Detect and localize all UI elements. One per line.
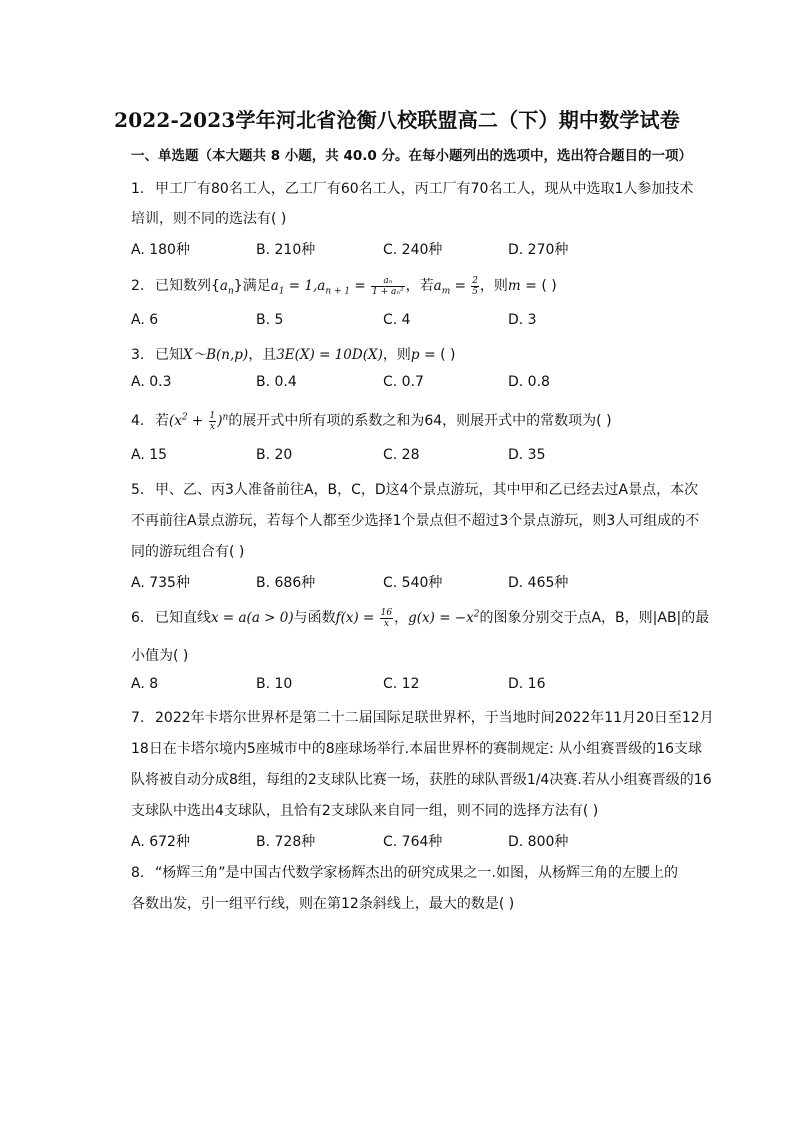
q5-option-d: D. 465种 bbox=[508, 575, 569, 591]
q2-option-a: A. 6 bbox=[131, 312, 159, 328]
q1-option-a: A. 180种 bbox=[131, 242, 190, 258]
math-expression: 3E(X) = 10D(X) bbox=[276, 347, 383, 363]
question-number: 8. bbox=[131, 865, 145, 881]
question-5 bbox=[131, 479, 698, 499]
math-sup: 2 bbox=[181, 412, 188, 423]
q4-option-d: D. 35 bbox=[508, 447, 546, 463]
question-5-line-3: 同的游玩组合有( ) bbox=[131, 544, 245, 560]
question-text: 甲工厂有80名工人，乙工厂有60名工人，丙工厂有70名工人，现从中选取1人参加技术 bbox=[155, 181, 694, 197]
question-7-line-3: 队将被自动分成8组，每组的2支球队比赛一场，获胜的球队晋级1/4决赛.若从小组赛晋级的16 bbox=[131, 772, 712, 788]
q1-option-b: B. 210种 bbox=[256, 242, 316, 258]
q7-option-c: C. 764种 bbox=[383, 834, 443, 850]
math-sub: n bbox=[227, 286, 234, 297]
math-expression: f(x) = bbox=[335, 610, 379, 626]
math-sup: 2 bbox=[473, 609, 480, 620]
math-var: a bbox=[433, 278, 442, 294]
math-sub: m bbox=[441, 286, 451, 297]
math-text: = bbox=[450, 278, 471, 294]
question-1-line-2: 培训，则不同的选法有( ) bbox=[131, 211, 287, 227]
q7-option-d: D. 800种 bbox=[508, 834, 569, 850]
math-expression: (x bbox=[169, 413, 182, 429]
question-text: = ( ) bbox=[419, 347, 456, 363]
math-var: a bbox=[270, 278, 279, 294]
q3-option-c: C. 0.7 bbox=[383, 374, 424, 390]
question-number: 7. bbox=[131, 710, 145, 726]
q4-option-c: C. 28 bbox=[383, 447, 420, 463]
question-8-line-2: 各数出发，引一组平行线，则在第12条斜线上，最大的数是( ) bbox=[131, 896, 515, 912]
q3-option-d: D. 0.8 bbox=[508, 374, 550, 390]
fraction-denominator: 5 bbox=[472, 286, 478, 297]
fraction bbox=[209, 411, 217, 432]
q7-option-b: B. 728种 bbox=[256, 834, 316, 850]
fraction-numerator: 1 bbox=[209, 410, 216, 421]
fraction-denominator: x bbox=[383, 618, 389, 629]
fraction bbox=[371, 276, 405, 297]
question-text: 已知 bbox=[155, 347, 183, 363]
math-text: + bbox=[187, 413, 208, 429]
fraction-denominator: 1 + aₙ² bbox=[372, 286, 404, 297]
math-var: a bbox=[219, 278, 228, 294]
question-text: 与函数 bbox=[293, 610, 336, 626]
math-var: p bbox=[410, 347, 420, 363]
q5-option-a: A. 735种 bbox=[131, 575, 190, 591]
question-5-line-2: 不再前往A景点游玩，若每个人都至少选择1个景点但不超过3个景点游玩，则3人可组成的不 bbox=[131, 513, 700, 529]
math-expression: x = a(a > 0) bbox=[211, 610, 294, 626]
exam-title: 2022-2023学年河北省沧衡八校联盟高二（下）期中数学试卷 bbox=[114, 108, 680, 132]
question-number: 1. bbox=[131, 181, 145, 197]
question-text: 的图象分别交于点A，B，则|AB|的最 bbox=[479, 610, 710, 626]
question-number: 6. bbox=[131, 610, 145, 626]
question-text: 已知数列{ bbox=[155, 278, 220, 294]
math-var: a bbox=[317, 278, 326, 294]
q2-option-b: B. 5 bbox=[256, 312, 284, 328]
math-text: ) bbox=[217, 413, 223, 429]
math-sup: n bbox=[222, 412, 229, 423]
math-expression: g(x) = −x bbox=[408, 610, 474, 626]
question-text: “杨辉三角”是中国古代数学家杨辉杰出的研究成果之一.如图，从杨辉三角的左腰上的 bbox=[155, 865, 678, 881]
question-text: ，则 bbox=[382, 347, 411, 363]
question-text: = ( ) bbox=[520, 278, 557, 294]
question-6-line-2: 小值为( ) bbox=[131, 648, 189, 664]
section-heading: 一、单选题（本大题共 8 小题，共 40.0 分。在每小题列出的选项中，选出符合题目的一项） bbox=[131, 148, 693, 164]
question-number: 4. bbox=[131, 413, 145, 429]
q6-option-a: A. 8 bbox=[131, 676, 159, 692]
fraction-numerator: 16 bbox=[380, 607, 393, 618]
q4-option-b: B. 20 bbox=[256, 447, 293, 463]
q5-option-c: C. 540种 bbox=[383, 575, 443, 591]
fraction-numerator: aₙ bbox=[371, 276, 405, 287]
question-number: 2. bbox=[131, 278, 145, 294]
question-1 bbox=[131, 178, 693, 198]
math-var: m bbox=[507, 278, 521, 294]
q6-option-c: C. 12 bbox=[383, 676, 420, 692]
math-sub: n + 1 bbox=[325, 286, 351, 297]
question-6 bbox=[131, 607, 709, 629]
fraction-denominator: x bbox=[209, 421, 215, 432]
question-4 bbox=[131, 410, 612, 432]
question-text: }满足 bbox=[233, 278, 271, 294]
question-7-line-2: 18日在卡塔尔境内5座城市中的8座球场举行.本届世界杯的赛制规定: 从小组赛晋级的16支球 bbox=[131, 741, 703, 757]
question-number: 3. bbox=[131, 347, 145, 363]
question-text: ，则 bbox=[479, 278, 508, 294]
question-text: 甲、乙、丙3人准备前往A，B，C，D这4个景点游玩，其中甲和乙已经去过A景点，本次 bbox=[155, 482, 699, 498]
q7-option-a: A. 672种 bbox=[131, 834, 190, 850]
math-text: = 1, bbox=[284, 278, 318, 294]
q2-option-c: C. 4 bbox=[383, 312, 411, 328]
question-text: ，且 bbox=[248, 347, 277, 363]
q6-option-b: B. 10 bbox=[256, 676, 293, 692]
fraction bbox=[380, 608, 393, 629]
math-expression: X～B(n,p) bbox=[183, 347, 249, 363]
question-text: 2022年卡塔尔世界杯是第二十二届国际足联世界杯，于当地时间2022年11月20日至12月 bbox=[155, 710, 714, 726]
question-number: 5. bbox=[131, 482, 145, 498]
q1-option-d: D. 270种 bbox=[508, 242, 569, 258]
q4-option-a: A. 15 bbox=[131, 447, 168, 463]
q6-option-d: D. 16 bbox=[508, 676, 546, 692]
question-2 bbox=[131, 275, 557, 297]
q3-option-b: B. 0.4 bbox=[256, 374, 297, 390]
question-text: ， bbox=[394, 610, 409, 626]
question-7-line-4: 支球队中选出4支球队，且恰有2支球队来自同一组，则不同的选择方法有( ) bbox=[131, 803, 599, 819]
q2-option-d: D. 3 bbox=[508, 312, 537, 328]
question-8 bbox=[131, 862, 678, 882]
q3-option-a: A. 0.3 bbox=[131, 374, 172, 390]
math-text: = bbox=[350, 278, 371, 294]
fraction-numerator: 2 bbox=[472, 275, 478, 286]
question-3 bbox=[131, 343, 456, 364]
question-text: ，若 bbox=[405, 278, 434, 294]
question-text: 的展开式中所有项的系数之和为64，则展开式中的常数项为( ) bbox=[228, 413, 612, 429]
fraction bbox=[471, 276, 479, 297]
q5-option-b: B. 686种 bbox=[256, 575, 316, 591]
q1-option-c: C. 240种 bbox=[383, 242, 443, 258]
question-text: 若 bbox=[155, 413, 169, 429]
question-text: 已知直线 bbox=[155, 610, 211, 626]
question-7 bbox=[131, 707, 714, 727]
math-sub: 1 bbox=[278, 286, 285, 297]
